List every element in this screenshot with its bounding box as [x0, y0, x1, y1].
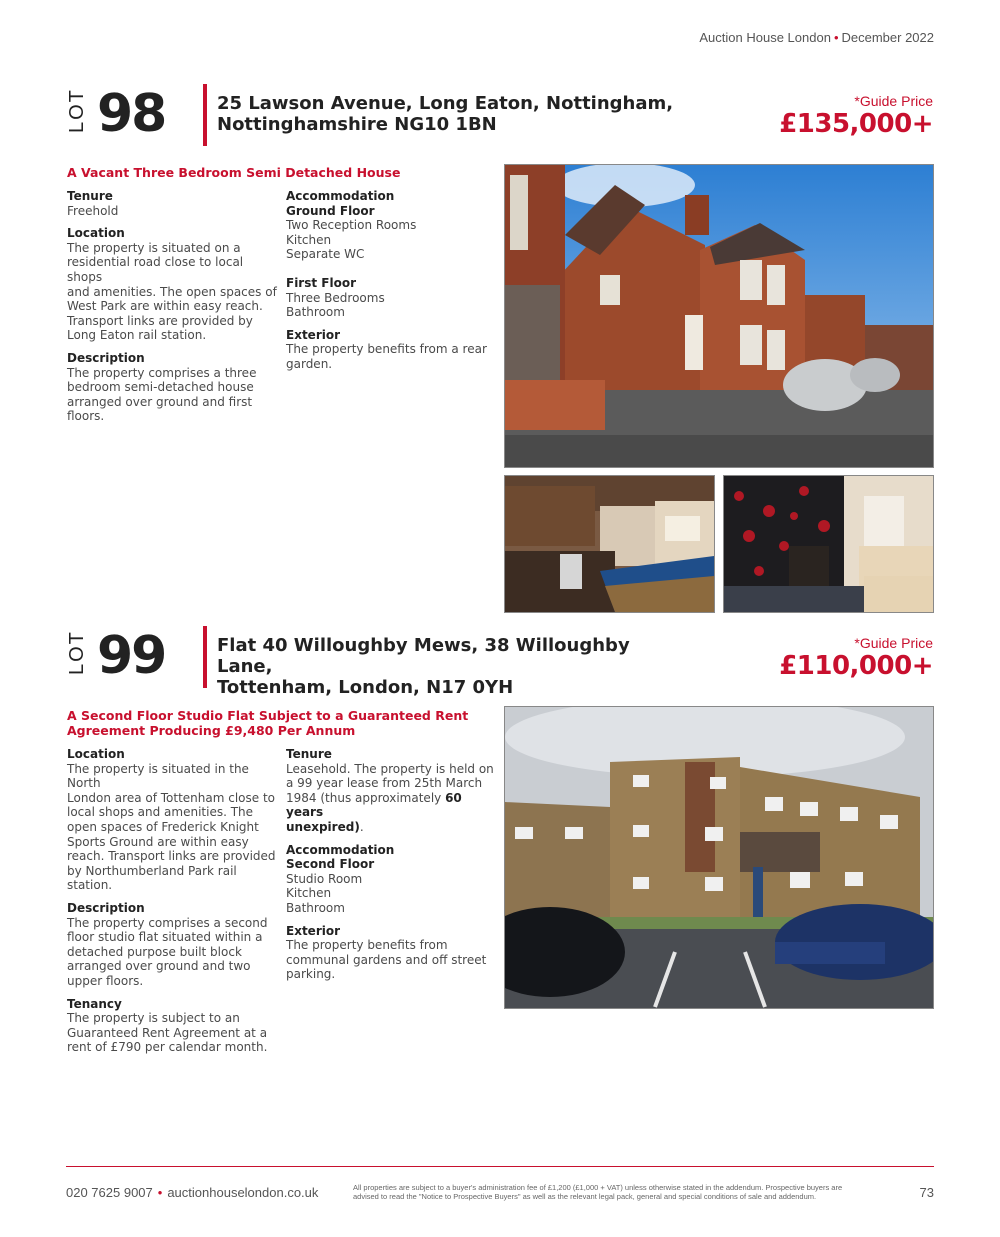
second-floor-text: Studio Room Kitchen Bathroom	[286, 871, 363, 915]
description-text: The property comprises a second floor studio flat situated within a detached purpose built block arranged over ground and two upper floors.	[67, 915, 268, 988]
guide-price-label: *Guide Price	[854, 93, 933, 109]
location-text: The property is situated in the North London area of Tottenham close to local shops and amenities. The open spaces of Frederick Knight Sports Ground are within easy reach. Transport links are provided by Northumberland Park rail station.	[67, 761, 276, 893]
tenure-text	[286, 762, 498, 835]
guide-price: £110,000+	[779, 651, 933, 681]
location-text: The property is situated on a residential road close to local shops and amenities. The open spaces of West Park are within easy reach. Transport links are provided by Long Eaton rail station.	[67, 240, 277, 343]
subtitle-line-2: Agreement Producing £9,480 Per Annum	[67, 723, 356, 738]
address-line-1: 25 Lawson Avenue, Long Eaton, Nottingham,	[217, 93, 674, 114]
location-heading: Location	[67, 226, 125, 241]
tenure-text-end: .	[359, 819, 364, 834]
footer-contact	[66, 1185, 318, 1200]
tenure-heading: Tenure	[67, 189, 113, 203]
address-line-2: Nottinghamshire NG10 1BN	[217, 114, 497, 135]
footer-divider	[66, 1166, 934, 1167]
footer-phone[interactable]: 020 7625 9007	[66, 1185, 153, 1200]
tenure-heading: Tenure	[286, 747, 332, 761]
lot-label: LOT	[66, 630, 88, 675]
tenure-text: Freehold	[67, 203, 119, 218]
footer-website-link[interactable]: auctionhouselondon.co.uk	[167, 1185, 319, 1200]
property-photo-exterior[interactable]	[504, 164, 934, 468]
exterior-text: The property benefits from communal gardens and off street parking.	[286, 938, 487, 982]
exterior-text: The property benefits from a rear garden.	[286, 342, 487, 371]
ground-floor-heading: Ground Floor	[286, 203, 375, 218]
lot-subtitle: A Vacant Three Bedroom Semi Detached House	[67, 165, 401, 180]
lot-number: 98	[97, 84, 166, 144]
issue-date: December 2022	[841, 30, 934, 45]
accommodation-heading: Accommodation	[286, 189, 395, 203]
guide-price-label: *Guide Price	[854, 635, 933, 651]
lot-subtitle	[67, 708, 468, 738]
lot-divider	[203, 84, 207, 146]
publisher-name: Auction House London	[699, 30, 831, 45]
description-heading: Description	[67, 900, 145, 915]
accommodation-heading: Accommodation	[286, 842, 395, 857]
description-text: The property comprises a three bedroom semi-detached house arranged over ground and first floors.	[67, 365, 257, 424]
tenancy-text: The property is subject to an Guaranteed Rent Agreement at a rent of £790 per calendar month.	[67, 1011, 268, 1055]
lot-details-left	[67, 189, 279, 424]
lot-number: 99	[97, 626, 166, 686]
header-separator: •	[833, 30, 839, 45]
tenure-text-a: Leasehold. The property is held on a 99 year lease from 25th March 1984 (thus approximately	[286, 761, 494, 805]
page-header	[699, 30, 934, 45]
property-photo-exterior[interactable]	[504, 706, 934, 1009]
footer-disclaimer: All properties are subject to a buyer's administration fee of £1,200 (£1,000 + VAT) unless otherwise stated in the addendum. Prospective buyers are advised to read the "Notice to Prospective Buyers" as well as the relevant legal pack, general and special conditions of sale and addendum.	[353, 1183, 843, 1201]
first-floor-heading: First Floor	[286, 275, 357, 290]
description-heading: Description	[67, 350, 145, 365]
lot-details-right	[286, 189, 498, 372]
lot-label: LOT	[66, 88, 88, 133]
ground-floor-text: Two Reception Rooms Kitchen Separate WC	[286, 218, 417, 262]
tenure-text-bold: 60 years	[286, 790, 462, 820]
lot-divider	[203, 626, 207, 688]
second-floor-heading: Second Floor	[286, 857, 375, 872]
location-heading: Location	[67, 747, 125, 761]
subtitle-line-1: A Second Floor Studio Flat Subject to a Guaranteed Rent	[67, 708, 469, 723]
tenancy-heading: Tenancy	[67, 996, 122, 1011]
property-address	[217, 93, 687, 135]
lot-details-left	[67, 747, 281, 1055]
tenure-text-unexpired: unexpired)	[286, 819, 360, 834]
guide-price: £135,000+	[779, 109, 933, 139]
first-floor-text: Three Bedrooms Bathroom	[286, 290, 385, 320]
exterior-heading: Exterior	[286, 327, 341, 342]
exterior-heading: Exterior	[286, 923, 341, 938]
property-photo-living-room[interactable]	[723, 475, 934, 613]
footer-separator: •	[157, 1185, 163, 1200]
address-line-2: Tottenham, London, N17 0YH	[217, 677, 514, 698]
property-address	[217, 635, 687, 698]
page-number: 73	[919, 1185, 934, 1200]
property-photo-kitchen[interactable]	[504, 475, 715, 613]
address-line-1: Flat 40 Willoughby Mews, 38 Willoughby Lane,	[217, 635, 630, 677]
lot-details-right	[286, 747, 498, 982]
